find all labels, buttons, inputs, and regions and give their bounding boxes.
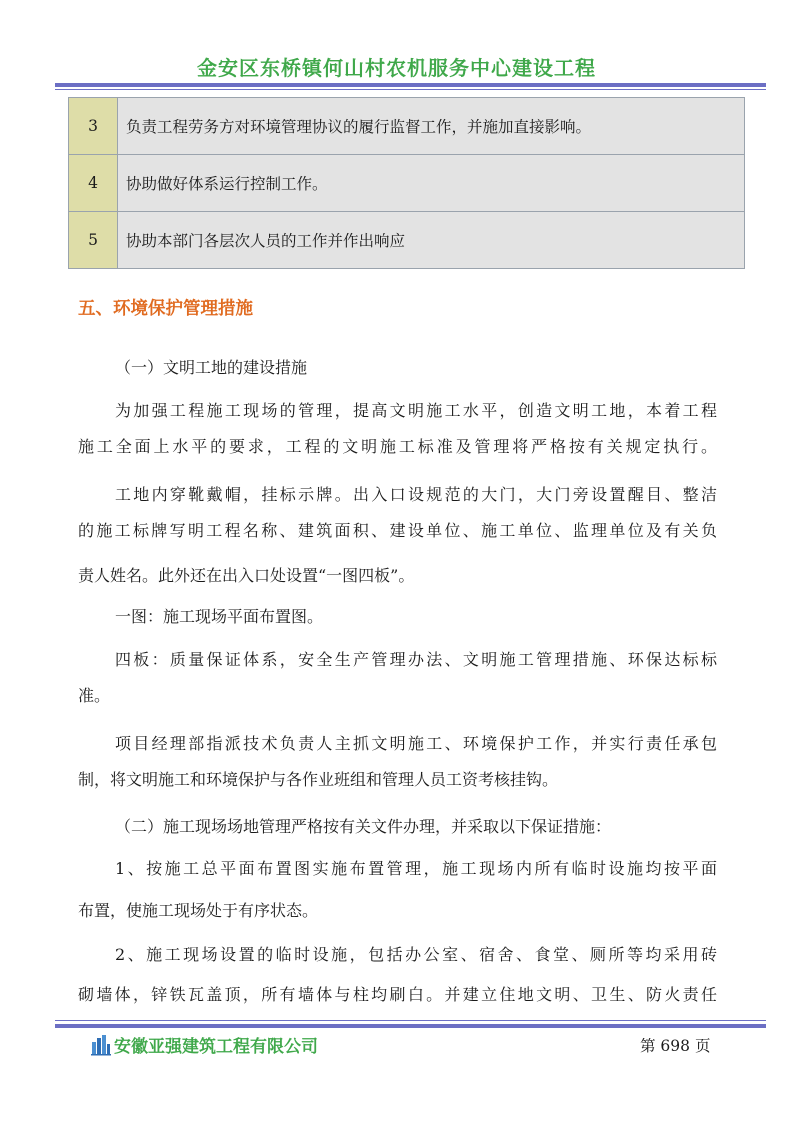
row-text: 负责工程劳务方对环境管理协议的履行监督工作，并施加直接影响。	[118, 98, 745, 155]
footer-rule-thin	[55, 1020, 766, 1021]
responsibility-table	[68, 97, 745, 269]
table-row	[69, 212, 745, 269]
paragraph-line: 一图：施工现场平面布置图。	[115, 607, 324, 626]
footer-company	[90, 1032, 318, 1057]
table-row	[69, 98, 745, 155]
page-number: 第 698 页	[640, 1037, 711, 1055]
document-header-title: 金安区东桥镇何山村农机服务中心建设工程	[197, 56, 596, 80]
row-text: 协助做好体系运行控制工作。	[118, 155, 745, 212]
header-rule-thin	[55, 89, 766, 90]
paragraph-line: 的施工标牌写明工程名称、建筑面积、建设单位、施工单位、监理单位及有关负	[78, 521, 717, 540]
paragraph-line: 施工全面上水平的要求，工程的文明施工标准及管理将严格按有关规定执行。	[78, 437, 717, 456]
table-row	[69, 155, 745, 212]
row-text: 协助本部门各层次人员的工作并作出响应	[118, 212, 745, 269]
paragraph-line: 项目经理部指派技术负责人主抓文明施工、环境保护工作，并实行责任承包	[115, 734, 717, 753]
paragraph-line: 砌墙体，锌铁瓦盖顶，所有墙体与柱均刷白。并建立住地文明、卫生、防火责任	[78, 985, 717, 1004]
paragraph-line: 准。	[78, 686, 111, 705]
footer-rule	[55, 1024, 766, 1028]
building-logo-icon	[90, 1034, 112, 1056]
paragraph-line: 责人姓名。此外还在出入口处设置“一图四板”。	[78, 566, 415, 585]
header-rule	[55, 83, 766, 87]
paragraph-line: （二）施工现场场地管理严格按有关文件办理，并采取以下保证措施：	[115, 817, 612, 836]
paragraph-line: 四板：质量保证体系，安全生产管理办法、文明施工管理措施、环保达标标	[115, 650, 717, 669]
paragraph-line: 2、施工现场设置的临时设施，包括办公室、宿舍、食堂、厕所等均采用砖	[115, 945, 717, 964]
row-number: 4	[69, 155, 118, 212]
paragraph-line: 工地内穿靴戴帽，挂标示牌。出入口设规范的大门，大门旁设置醒目、整洁	[115, 485, 717, 504]
paragraph-line: 制，将文明施工和环境保护与各作业班组和管理人员工资考核挂钩。	[78, 770, 559, 789]
paragraph-line: （一）文明工地的建设措施	[115, 358, 308, 377]
row-number: 3	[69, 98, 118, 155]
paragraph-line: 布置，使施工现场处于有序状态。	[78, 901, 319, 920]
company-name: 安徽亚强建筑工程有限公司	[114, 1037, 318, 1057]
paragraph-line: 为加强工程施工现场的管理，提高文明施工水平，创造文明工地，本着工程	[115, 401, 717, 420]
paragraph-line: 1、按施工总平面布置图实施布置管理，施工现场内所有临时设施均按平面	[115, 859, 717, 878]
row-number: 5	[69, 212, 118, 269]
section-heading: 五、环境保护管理措施	[78, 299, 253, 319]
